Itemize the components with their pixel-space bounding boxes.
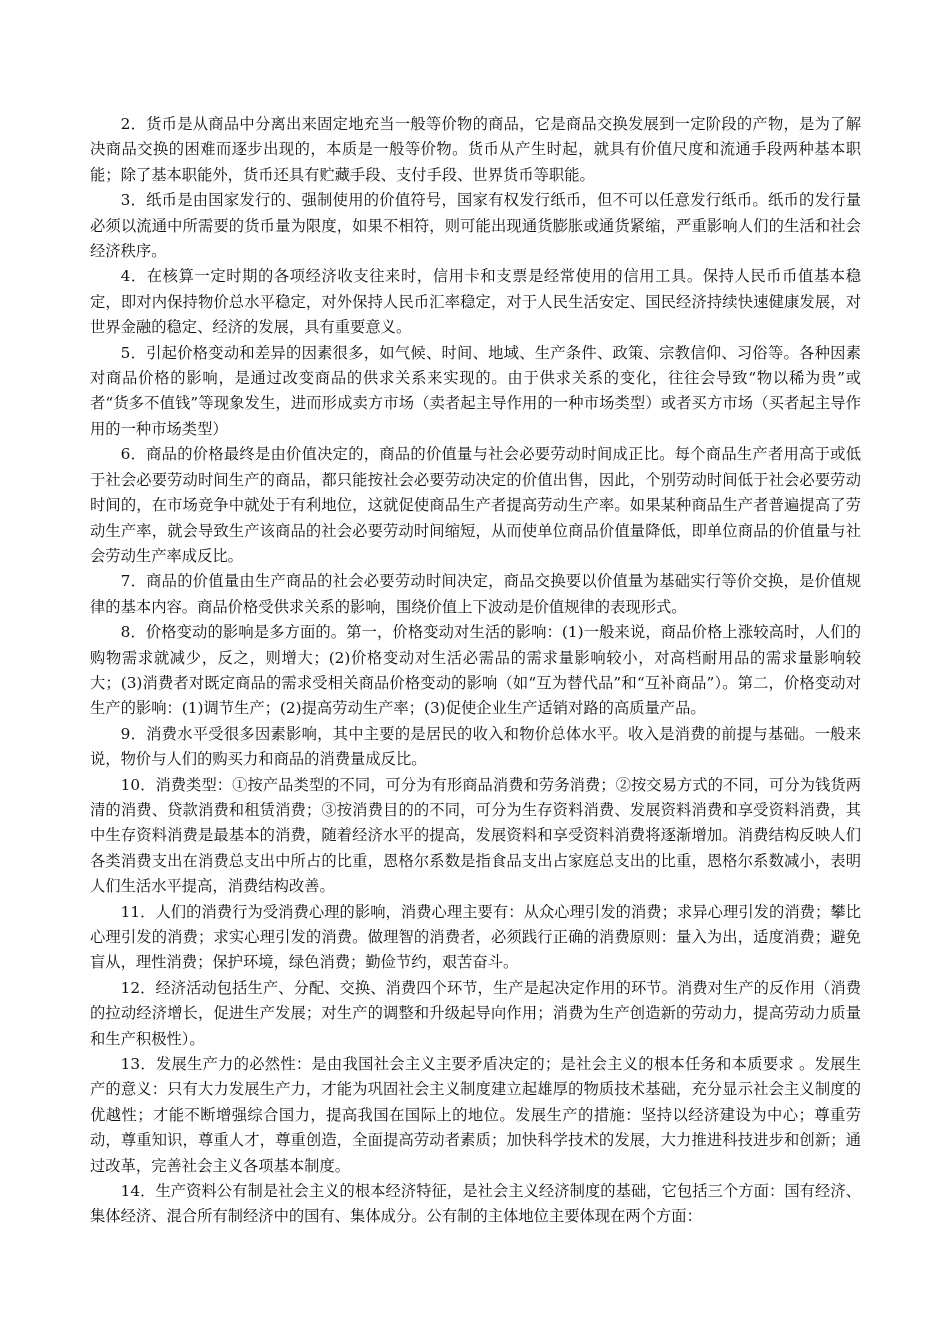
paragraph-8-price-effects: 8．价格变动的影响是多方面的。第一，价格变动对生活的影响：(1)一般来说，商品价格上涨较高时，人们的购物需求就减少，反之，则增大；(2)价格变动对生活必需品的需求量影响较小，对高档耐用品的需求量影响较大；(3)消费者对既定商品的需求受相关商品价格变动的影响（如“互为替代品”和“互补商品”）。第二，价格变动对生产的影响：(1)调节生产；(2)提高劳动生产率；(3)促使企业生产适销对路的高质量产品。 <box>90 623 861 718</box>
paragraph-5-price-factors: 5．引起价格变动和差异的因素很多，如气候、时间、地域、生产条件、政策、宗教信仰、习俗等。各种因素对商品价格的影响，是通过改变商品的供求关系来实现的。由于供求关系的变化，往往会导致“物以稀为贵”或者“货多不值钱”等现象发生，进而形成卖方市场（卖者起主导作用的一种市场类型）或者买方市场（买者起主导作用的一种市场类型） <box>90 343 861 438</box>
paragraph-13-productivity: 13．发展生产力的必然性：是由我国社会主义主要矛盾决定的；是社会主义的根本任务和本质要求 。发展生产的意义：只有大力发展生产力，才能为巩固社会主义制度建立起雄厚的物质技术基础，充分显示社会主义制度的优越性；才能不断增强综合国力，提高我国在国际上的地位。发展生产的措施：坚持以经济建设为中心；尊重劳动，尊重知识，尊重人才，尊重创造，全面提高劳动者素质；加快科学技术的发展，大力推进科技进步和创新；通过改革，完善社会主义各项基本制度。 <box>90 1055 861 1175</box>
paragraph-10-consumption-types: 10．消费类型：①按产品类型的不同，可分为有形商品消费和劳务消费；②按交易方式的不同，可分为钱货两清的消费、贷款消费和租赁消费；③按消费目的的不同，可分为生存资料消费、发展资料消费和享受资料消费，其中生存资料消费是最基本的消费，随着经济水平的提高，发展资料和享受资料消费将逐渐增加。消费结构反映人们各类消费支出在消费总支出中所占的比重，恩格尔系数是指食品支出占家庭总支出的比重，恩格尔系数减小，表明人们生活水平提高，消费结构改善。 <box>90 775 861 896</box>
paragraph-14-public-ownership: 14．生产资料公有制是社会主义的根本经济特征，是社会主义经济制度的基础，它包括三个方面：国有经济、集体经济、混合所有制经济中的国有、集体成分。公有制的主体地位主要体现在两个方面： <box>90 1182 861 1226</box>
paragraph-4-credit-tools: 4．在核算一定时期的各项经济收支往来时，信用卡和支票是经常使用的信用工具。保持人民币币值基本稳定，即对内保持物价总水平稳定，对外保持人民币汇率稳定，对于人民生活安定、国民经济持续快速健康发展，对世界金融的稳定、经济的发展，具有重要意义。 <box>90 267 861 337</box>
paragraph-7-law-of-value: 7．商品的价值量由生产商品的社会必要劳动时间决定，商品交换要以价值量为基础实行等价交换，是价值规律的基本内容。商品价格受供求关系的影响，围绕价值上下波动是价值规律的表现形式。 <box>90 572 861 616</box>
paragraph-12-economic-activity: 12．经济活动包括生产、分配、交换、消费四个环节，生产是起决定作用的环节。消费对生产的反作用（消费的拉动经济增长，促进生产发展；对生产的调整和升级起导向作用；消费为生产创造新的劳动力，提高劳动力质量和生产积极性）。 <box>90 978 861 1048</box>
paragraph-9-consumption-level: 9．消费水平受很多因素影响，其中主要的是居民的收入和物价总体水平。收入是消费的前提与基础。一般来说，物价与人们的购买力和商品的消费量成反比。 <box>90 724 861 769</box>
paragraph-2-currency: 2．货币是从商品中分离出来固定地充当一般等价物的商品，它是商品交换发展到一定阶段的产物，是为了解决商品交换的困难而逐步出现的，本质是一般等价物。货币从产生时起，就具有价值尺度和流通手段两种基本职能；除了基本职能外，货币还具有贮藏手段、支付手段、世界货币等职能。 <box>90 115 861 184</box>
paragraph-11-consumer-psychology: 11．人们的消费行为受消费心理的影响，消费心理主要有：从众心理引发的消费；求异心理引发的消费；攀比心理引发的消费；求实心理引发的消费。做理智的消费者，必须践行正确的消费原则：量入为出，适度消费；避免盲从，理性消费；保护环境，绿色消费；勤俭节约，艰苦奋斗。 <box>90 902 861 972</box>
document-body <box>90 112 861 1230</box>
paragraph-3-paper-money: 3．纸币是由国家发行的、强制使用的价值符号，国家有权发行纸币，但不可以任意发行纸币。纸币的发行量必须以流通中所需要的货币量为限度，如果不相符，则可能出现通货膨胀或通货紧缩，严重影响人们的生活和社会经济秩序。 <box>90 191 861 261</box>
paragraph-6-value-determination: 6．商品的价格最终是由价值决定的，商品的价值量与社会必要劳动时间成正比。每个商品生产者用高于或低于社会必要劳动时间生产的商品，都只能按社会必要劳动决定的价值出售，因此，个别劳动时间低于社会必要劳动时间的，在市场竞争中就处于有利地位，这就促使商品生产者提高劳动生产率。如果某种商品生产者普遍提高了劳动生产率，就会导致生产该商品的社会必要劳动时间缩短，从而使单位商品价值量降低，即单位商品的价值量与社会劳动生产率成反比。 <box>90 445 861 565</box>
